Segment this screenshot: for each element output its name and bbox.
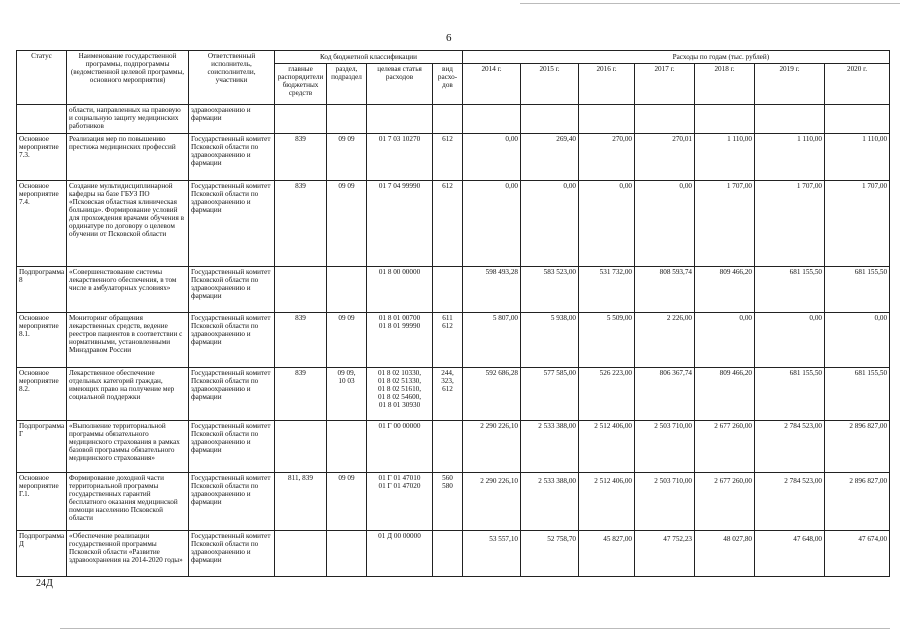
- cell-value: [579, 105, 635, 134]
- cell-executor: Государственный комитет Псковской области по здравоохранению и фармации: [189, 181, 275, 267]
- cell-value: 2 677 260,00: [695, 473, 755, 531]
- cell-value: 2 503 710,00: [635, 473, 695, 531]
- cell-value: 808 593,74: [635, 267, 695, 313]
- cell-value: 681 155,50: [825, 368, 890, 421]
- cell-executor: Государственный комитет Псковской области по здравоохранению и фармации: [189, 421, 275, 473]
- cell-name: Мониторинг обращения лекарственных средств, ведение реестров пациентов в соответствии с нормативными, установленными Минздравом России: [67, 313, 189, 368]
- cell-grbs: 839: [275, 181, 327, 267]
- cell-value: [695, 105, 755, 134]
- cell-value: 2 226,00: [635, 313, 695, 368]
- header-row-1: [17, 51, 890, 64]
- cell-executor: Государственный комитет Псковской области по здравоохранению и фармации: [189, 473, 275, 531]
- cell-value: 1 110,00: [755, 134, 825, 181]
- header-status: Статус: [17, 51, 67, 105]
- cell-value: 1 707,00: [825, 181, 890, 267]
- cell-value: 47 648,00: [755, 531, 825, 577]
- header-year: 2015 г.: [521, 64, 579, 105]
- cell-value: 583 523,00: [521, 267, 579, 313]
- header-target: целевая статья расходов: [367, 64, 433, 105]
- scan-edge-line-top: [520, 3, 900, 4]
- cell-executor: здравоохранению и фармации: [189, 105, 275, 134]
- cell-grbs: 839: [275, 368, 327, 421]
- cell-name: «Обеспечение реализации государственной программы Псковской области «Развитие здравоохранения на 2014-2020 годы»: [67, 531, 189, 577]
- cell-value: 1 110,00: [825, 134, 890, 181]
- budget-table: [16, 50, 890, 577]
- cell-value: 2 512 406,00: [579, 473, 635, 531]
- header-year: 2014 г.: [463, 64, 521, 105]
- cell-status: Основное мероприятие 7.4.: [17, 181, 67, 267]
- header-year: 2016 г.: [579, 64, 635, 105]
- cell-section: 09 09: [327, 134, 367, 181]
- cell-value: 681 155,50: [825, 267, 890, 313]
- cell-section: [327, 421, 367, 473]
- cell-value: 270,01: [635, 134, 695, 181]
- table-row: [17, 267, 890, 313]
- cell-value: 2 512 406,00: [579, 421, 635, 473]
- cell-target: 01 Д 00 00000: [367, 531, 433, 577]
- table-row: [17, 134, 890, 181]
- table-row: [17, 531, 890, 577]
- cell-target: 01 Г 00 00000: [367, 421, 433, 473]
- cell-value: 806 367,74: [635, 368, 695, 421]
- cell-status: Подпрограмма Г: [17, 421, 67, 473]
- cell-value: 48 027,80: [695, 531, 755, 577]
- cell-value: 2 896 827,00: [825, 421, 890, 473]
- cell-value: 526 223,00: [579, 368, 635, 421]
- cell-value: [755, 105, 825, 134]
- cell-value: 2 290 226,10: [463, 421, 521, 473]
- header-year: 2018 г.: [695, 64, 755, 105]
- cell-target: 01 8 01 00700 01 8 01 99990: [367, 313, 433, 368]
- cell-executor: Государственный комитет Псковской области по здравоохранению и фармации: [189, 531, 275, 577]
- cell-name: Формирование доходной части территориальной программы государственных гарантий бесплатного оказания медицинской помощи населению Псковской области: [67, 473, 189, 531]
- cell-value: 1 110,00: [695, 134, 755, 181]
- cell-type: 611 612: [433, 313, 463, 368]
- header-year: 2019 г.: [755, 64, 825, 105]
- cell-value: 2 784 523,00: [755, 421, 825, 473]
- footer-code: 24Д: [36, 578, 53, 589]
- header-expenses: Расходы по годам (тыс. рублей): [463, 51, 890, 64]
- header-budget-code: Код бюджетной классификации: [275, 51, 463, 64]
- cell-section: [327, 267, 367, 313]
- cell-status: Основное мероприятие 8.2.: [17, 368, 67, 421]
- cell-section: 09 09, 10 03: [327, 368, 367, 421]
- cell-grbs: 839: [275, 134, 327, 181]
- cell-value: 2 784 523,00: [755, 473, 825, 531]
- cell-grbs: [275, 531, 327, 577]
- cell-value: [825, 105, 890, 134]
- cell-target: [367, 105, 433, 134]
- cell-executor: Государственный комитет Псковской области по здравоохранению и фармации: [189, 267, 275, 313]
- cell-value: 52 758,70: [521, 531, 579, 577]
- cell-target: 01 7 04 99990: [367, 181, 433, 267]
- cell-value: 592 686,28: [463, 368, 521, 421]
- cell-executor: Государственный комитет Псковской области по здравоохранению и фармации: [189, 313, 275, 368]
- cell-target: 01 8 02 10330, 01 8 02 51330, 01 8 02 51610, 01 8 02 54600, 01 8 01 30930: [367, 368, 433, 421]
- cell-value: 5 509,00: [579, 313, 635, 368]
- cell-status: Основное мероприятие Г.1.: [17, 473, 67, 531]
- cell-grbs: 811, 839: [275, 473, 327, 531]
- cell-value: 45 827,00: [579, 531, 635, 577]
- cell-value: [521, 105, 579, 134]
- cell-value: 53 557,10: [463, 531, 521, 577]
- table-row: [17, 368, 890, 421]
- header-name: Наименование государственной программы, подпрограммы (ведомственной целевой программы, основного мероприятия): [67, 51, 189, 105]
- table-row: [17, 105, 890, 134]
- header-grbs: главные распорядители бюджетных средств: [275, 64, 327, 105]
- cell-value: 809 466,20: [695, 368, 755, 421]
- cell-value: [463, 105, 521, 134]
- cell-target: 01 8 00 00000: [367, 267, 433, 313]
- cell-name: Создание мультидисциплинарной кафедры на базе ГБУЗ ПО «Псковская областная клиническая больница». Формирование условий для прохождения врачами обучения в ординатуре по договору о целевом обучении от Псковской области: [67, 181, 189, 267]
- cell-grbs: 839: [275, 313, 327, 368]
- cell-value: 681 155,50: [755, 267, 825, 313]
- cell-value: 0,00: [463, 181, 521, 267]
- cell-name: Лекарственное обеспечение отдельных категорий граждан, имеющих право на получение мер социальной поддержки: [67, 368, 189, 421]
- cell-value: 5 807,00: [463, 313, 521, 368]
- cell-value: 531 732,00: [579, 267, 635, 313]
- cell-value: 2 533 388,00: [521, 473, 579, 531]
- cell-value: 2 533 388,00: [521, 421, 579, 473]
- cell-executor: Государственный комитет Псковской области по здравоохранению и фармации: [189, 134, 275, 181]
- cell-value: 1 707,00: [755, 181, 825, 267]
- cell-value: 2 896 827,00: [825, 473, 890, 531]
- cell-value: 0,00: [521, 181, 579, 267]
- cell-target: 01 Г 01 47010 01 Г 01 47020: [367, 473, 433, 531]
- cell-value: 0,00: [695, 313, 755, 368]
- cell-grbs: [275, 105, 327, 134]
- cell-type: [433, 267, 463, 313]
- cell-section: 09 09: [327, 473, 367, 531]
- cell-name: области, направленных на правовую и социальную защиту медицинских работников: [67, 105, 189, 134]
- table-row: [17, 313, 890, 368]
- cell-value: [635, 105, 695, 134]
- table-row: [17, 181, 890, 267]
- table-row: [17, 473, 890, 531]
- cell-type: 612: [433, 181, 463, 267]
- cell-type: 560 580: [433, 473, 463, 531]
- page-number: 6: [446, 32, 452, 44]
- cell-type: 612: [433, 134, 463, 181]
- header-executor: Ответственный исполнитель, соисполнители, участники: [189, 51, 275, 105]
- cell-value: 0,00: [463, 134, 521, 181]
- cell-section: [327, 105, 367, 134]
- cell-name: «Совершенствование системы лекарственного обеспечения, в том числе в амбулаторных условиях»: [67, 267, 189, 313]
- cell-section: [327, 531, 367, 577]
- cell-value: 2 290 226,10: [463, 473, 521, 531]
- cell-value: 577 585,00: [521, 368, 579, 421]
- cell-value: 681 155,50: [755, 368, 825, 421]
- cell-value: 0,00: [635, 181, 695, 267]
- cell-value: 269,40: [521, 134, 579, 181]
- cell-value: 1 707,00: [695, 181, 755, 267]
- cell-name: «Выполнение территориальной программы обязательного медицинского страхования в рамках базовой программы обязательного медицинского страхования»: [67, 421, 189, 473]
- cell-type: [433, 105, 463, 134]
- cell-status: Основное мероприятие 8.1.: [17, 313, 67, 368]
- cell-section: 09 09: [327, 181, 367, 267]
- cell-value: 0,00: [579, 181, 635, 267]
- cell-section: 09 09: [327, 313, 367, 368]
- header-exp-type: вид расхо-дов: [433, 64, 463, 105]
- header-year: 2017 г.: [635, 64, 695, 105]
- cell-value: 809 466,20: [695, 267, 755, 313]
- cell-type: [433, 531, 463, 577]
- cell-value: 47 674,00: [825, 531, 890, 577]
- cell-value: 598 493,28: [463, 267, 521, 313]
- cell-type: 244, 323, 612: [433, 368, 463, 421]
- cell-status: Основное мероприятие 7.3.: [17, 134, 67, 181]
- cell-executor: Государственный комитет Псковской области по здравоохранению и фармации: [189, 368, 275, 421]
- cell-value: 0,00: [755, 313, 825, 368]
- header-section: раздел, подраздел: [327, 64, 367, 105]
- scan-edge-line-bottom: [60, 628, 890, 629]
- cell-name: Реализация мер по повышению престижа медицинских профессий: [67, 134, 189, 181]
- table-row: [17, 421, 890, 473]
- cell-value: 47 752,23: [635, 531, 695, 577]
- cell-target: 01 7 03 10270: [367, 134, 433, 181]
- cell-status: Подпрограмма Д: [17, 531, 67, 577]
- header-year: 2020 г.: [825, 64, 890, 105]
- cell-type: [433, 421, 463, 473]
- cell-grbs: [275, 421, 327, 473]
- cell-grbs: [275, 267, 327, 313]
- cell-value: 2 677 260,00: [695, 421, 755, 473]
- cell-status: Подпрограмма 8: [17, 267, 67, 313]
- cell-value: 0,00: [825, 313, 890, 368]
- cell-value: 270,00: [579, 134, 635, 181]
- cell-status: [17, 105, 67, 134]
- cell-value: 5 938,00: [521, 313, 579, 368]
- cell-value: 2 503 710,00: [635, 421, 695, 473]
